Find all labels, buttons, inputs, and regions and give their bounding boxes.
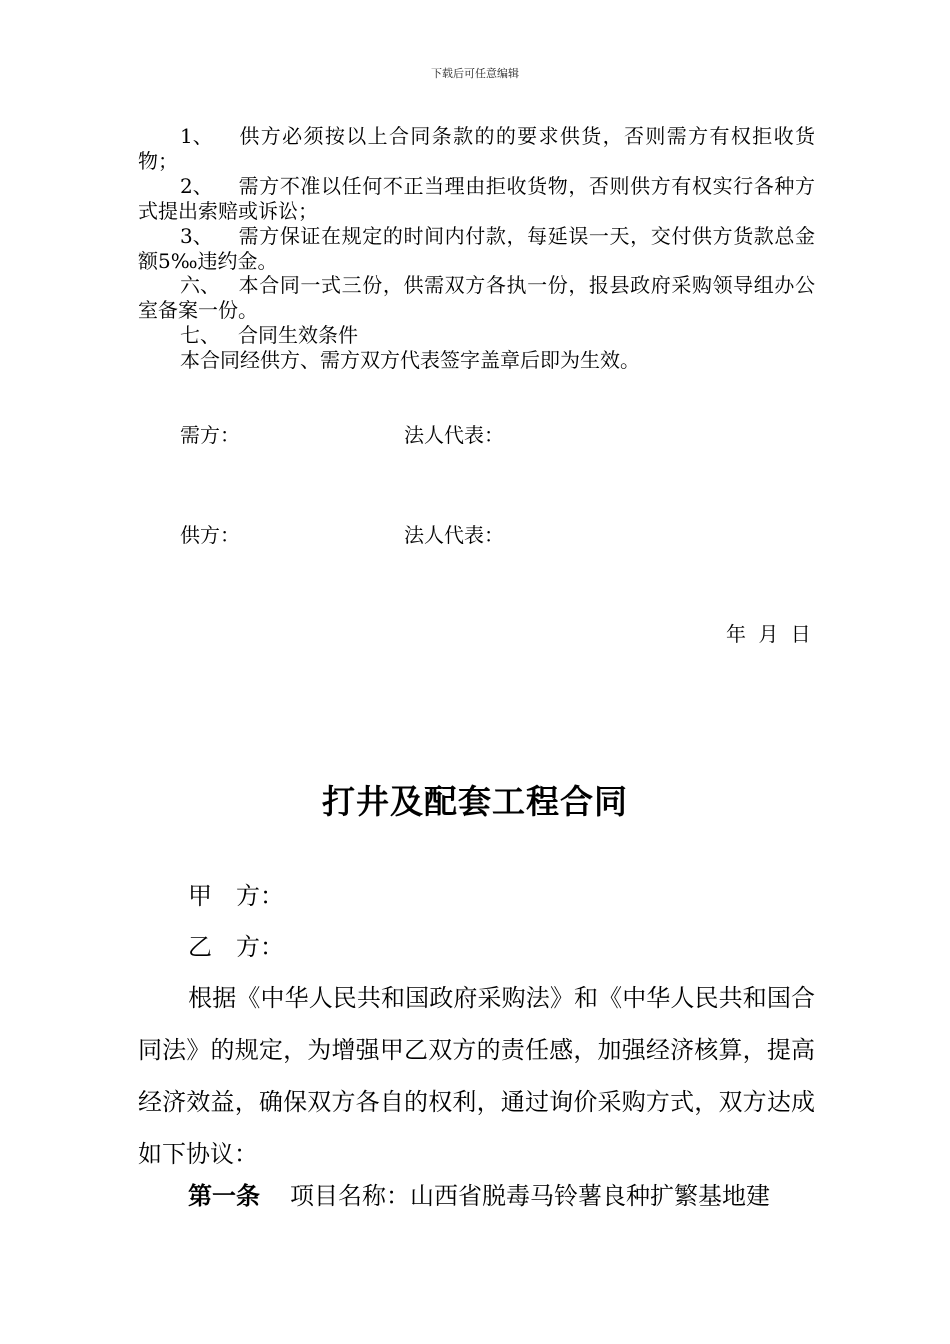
article-1 (188, 1170, 770, 1222)
date-label: 年 月 日 (726, 622, 811, 646)
clause-text: 本合同一式三份，供需双方各执一份，报县政府采购领导组办公室备案一份。 (138, 273, 815, 322)
clause-3 (138, 224, 815, 274)
effective-text: 本合同经供方、需方双方代表签字盖章后即为生效。 (180, 348, 640, 372)
preamble-paragraph (138, 972, 815, 1180)
page-header-note: 下载后可任意编辑 (431, 67, 519, 80)
clause-number: 3、 (180, 224, 213, 248)
clause-number: 七、 (180, 323, 220, 347)
clause-6 (138, 273, 815, 323)
clause-1 (138, 124, 815, 174)
article-1-label: 第一条 (188, 1182, 260, 1210)
clause-number: 六、 (180, 273, 220, 297)
party-a-label: 甲 方： (188, 882, 284, 910)
clause-text: 合同生效条件 (238, 323, 358, 347)
clause-number: 2、 (180, 174, 213, 198)
supplier-label: 供方： (180, 523, 240, 547)
contract-title: 打井及配套工程合同 (322, 782, 628, 821)
preamble-text: 根据《中华人民共和国政府采购法》和《中华人民共和国合同法》的规定，为增强甲乙双方的责任感，加强经济核算，提高经济效益，确保双方各自的权利，通过询价采购方式，双方达成如下协议： (138, 984, 815, 1168)
supplier-rep-label: 法人代表： (404, 523, 504, 547)
buyer-label: 需方： (180, 423, 240, 447)
party-b-label: 乙 方： (188, 933, 284, 961)
article-1-text: 项目名称：山西省脱毒马铃薯良种扩繁基地建 (290, 1182, 770, 1210)
clause-text: 需方保证在规定的时间内付款，每延误一天，交付供方货款总金额5‰违约金。 (138, 224, 815, 273)
clause-number: 1、 (180, 124, 213, 148)
clause-2 (138, 174, 815, 224)
clause-7 (138, 323, 815, 348)
clause-text: 供方必须按以上合同条款的的要求供货，否则需方有权拒收货物； (138, 124, 815, 173)
buyer-rep-label: 法人代表： (404, 423, 504, 447)
clause-text: 需方不准以任何不正当理由拒收货物，否则供方有权实行各种方式提出索赔或诉讼； (138, 174, 815, 223)
